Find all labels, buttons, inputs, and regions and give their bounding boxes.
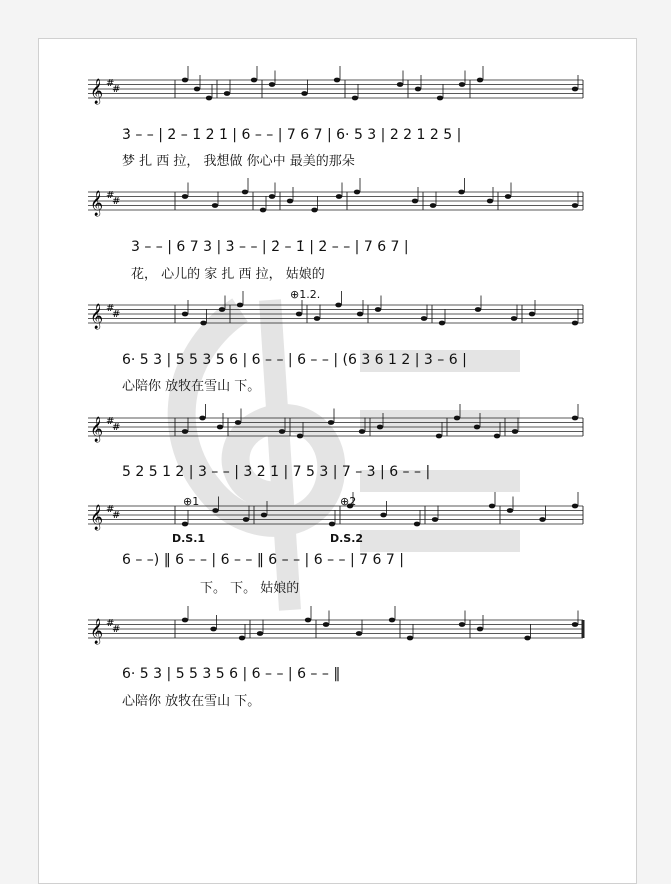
note-head (297, 434, 303, 439)
coda-mark-1-2: ⊕1.2. (290, 288, 321, 301)
note-head (194, 87, 200, 92)
note-head (539, 517, 545, 522)
note-head (572, 87, 578, 92)
lyrics-line-3: 心陪你 放牧在雪山 下。 (122, 379, 261, 394)
note-head (512, 429, 518, 434)
note-head (412, 199, 418, 204)
note-head (414, 522, 420, 527)
treble-clef-icon: 𝄞 (90, 619, 104, 644)
sharp-icon: # (106, 618, 115, 629)
note-head (235, 420, 241, 425)
note-head (260, 208, 266, 213)
note-head (357, 312, 363, 317)
note-head (323, 622, 329, 627)
ds-mark-2: D.S.2 (330, 532, 364, 545)
note-head (436, 434, 442, 439)
note-head (328, 420, 334, 425)
note-head (529, 312, 535, 317)
note-head (421, 316, 427, 321)
note-head (572, 203, 578, 208)
note-head (524, 636, 530, 641)
note-head (334, 78, 340, 83)
lyrics-line-6: 心陪你 放牧在雪山 下。 (122, 694, 261, 709)
note-head (237, 303, 243, 308)
sharp-icon: # (106, 504, 115, 515)
note-head (572, 622, 578, 627)
note-head (311, 208, 317, 213)
note-head (356, 631, 362, 636)
note-head (182, 618, 188, 623)
note-head (477, 627, 483, 632)
lyrics-line-2: 花， 心儿的 家 扎 西 拉， 姑娘的 (131, 267, 325, 282)
note-head (437, 96, 443, 101)
note-head (489, 504, 495, 509)
note-head (474, 425, 480, 430)
note-head (359, 429, 365, 434)
treble-clef-icon: 𝄞 (90, 304, 104, 329)
note-head (459, 82, 465, 87)
note-head (430, 203, 436, 208)
treble-clef-icon: 𝄞 (90, 417, 104, 442)
note-head (269, 194, 275, 199)
note-head (389, 618, 395, 623)
note-head (329, 522, 335, 527)
jianpu-line-3: 6· 5 3 | 5 5 3 5 6 | 6 – – | 6 – – | (6 3 6 1 2 | 3 – 6 | (122, 352, 467, 368)
note-head (335, 303, 341, 308)
jianpu-line-4: 5 2 5 1 2 | 3 – – | 3̇ 2̇ 1̇ | 7 5 3 | 7 – 3 | 6 – – | (122, 464, 431, 480)
note-head (572, 321, 578, 326)
sharp-icon: # (112, 84, 121, 95)
note-head (219, 307, 225, 312)
note-head (354, 190, 360, 195)
note-head (182, 78, 188, 83)
note-head (239, 636, 245, 641)
note-head (432, 517, 438, 522)
sharp-icon: # (112, 309, 121, 320)
lyrics-line-1: 梦 扎 西 拉， 我想做 你心中 最美的那朵 (122, 154, 355, 169)
note-head (210, 627, 216, 632)
lyrics-line-5: 下。 下。 姑娘的 (200, 581, 300, 596)
sharp-icon: # (112, 624, 121, 635)
note-head (397, 82, 403, 87)
note-head (336, 194, 342, 199)
note-head (505, 194, 511, 199)
note-head (279, 429, 285, 434)
sharp-icon: # (106, 416, 115, 427)
note-head (261, 513, 267, 518)
note-head (182, 429, 188, 434)
note-head (477, 78, 483, 83)
treble-clef-icon: 𝄞 (90, 191, 104, 216)
note-head (200, 321, 206, 326)
note-head (439, 321, 445, 326)
note-head (380, 513, 386, 518)
note-head (287, 199, 293, 204)
note-head (507, 508, 513, 513)
note-head (182, 312, 188, 317)
ds-mark-1: D.S.1 (172, 532, 206, 545)
sharp-icon: # (106, 303, 115, 314)
note-head (182, 522, 188, 527)
note-head (375, 307, 381, 312)
sharp-icon: # (112, 510, 121, 521)
treble-clef-icon: 𝄞 (90, 505, 104, 530)
note-head (212, 203, 218, 208)
note-head (206, 96, 212, 101)
note-head (224, 91, 230, 96)
coda-mark-1: ⊕1 (183, 495, 200, 508)
note-head (243, 517, 249, 522)
treble-clef-icon: 𝄞 (90, 79, 104, 104)
note-head (352, 96, 358, 101)
jianpu-line-1: 3̇ – – | 2̇ – 1̇ 2̇ 1̇ | 6 – – | 7 6 7 | 6· 5 3 | 2 2 1 2 5 | (122, 127, 462, 143)
coda-mark-2: ⊕2 (340, 495, 357, 508)
note-head (487, 199, 493, 204)
note-head (269, 82, 275, 87)
note-head (377, 425, 383, 430)
note-head (217, 425, 223, 430)
note-head (475, 307, 481, 312)
note-head (212, 508, 218, 513)
note-head (407, 636, 413, 641)
note-head (415, 87, 421, 92)
note-head (182, 194, 188, 199)
note-head (257, 631, 263, 636)
sharp-icon: # (106, 78, 115, 89)
note-head (572, 416, 578, 421)
note-head (251, 78, 257, 83)
note-head (242, 190, 248, 195)
sharp-icon: # (106, 190, 115, 201)
note-head (572, 504, 578, 509)
note-head (296, 312, 302, 317)
note-head (458, 190, 464, 195)
jianpu-line-2: 3 – – | 6 7 3 | 3̇ – – | 2̇ – 1̇ | 2̇ – – | 7 6 7 | (131, 239, 409, 255)
jianpu-line-5: 6 – –) ‖ 6 – – | 6 – – ‖ 6 – – | 6 – – | 7 6 7 | (122, 552, 404, 568)
note-head (454, 416, 460, 421)
note-head (305, 618, 311, 623)
note-head (199, 416, 205, 421)
note-head (494, 434, 500, 439)
note-head (459, 622, 465, 627)
note-head (314, 316, 320, 321)
note-head (511, 316, 517, 321)
note-head (301, 91, 307, 96)
sharp-icon: # (112, 422, 121, 433)
sharp-icon: # (112, 196, 121, 207)
jianpu-line-6: 6· 5 3 | 5 5 3 5 6 | 6 – – | 6 – – ‖ (122, 666, 341, 682)
